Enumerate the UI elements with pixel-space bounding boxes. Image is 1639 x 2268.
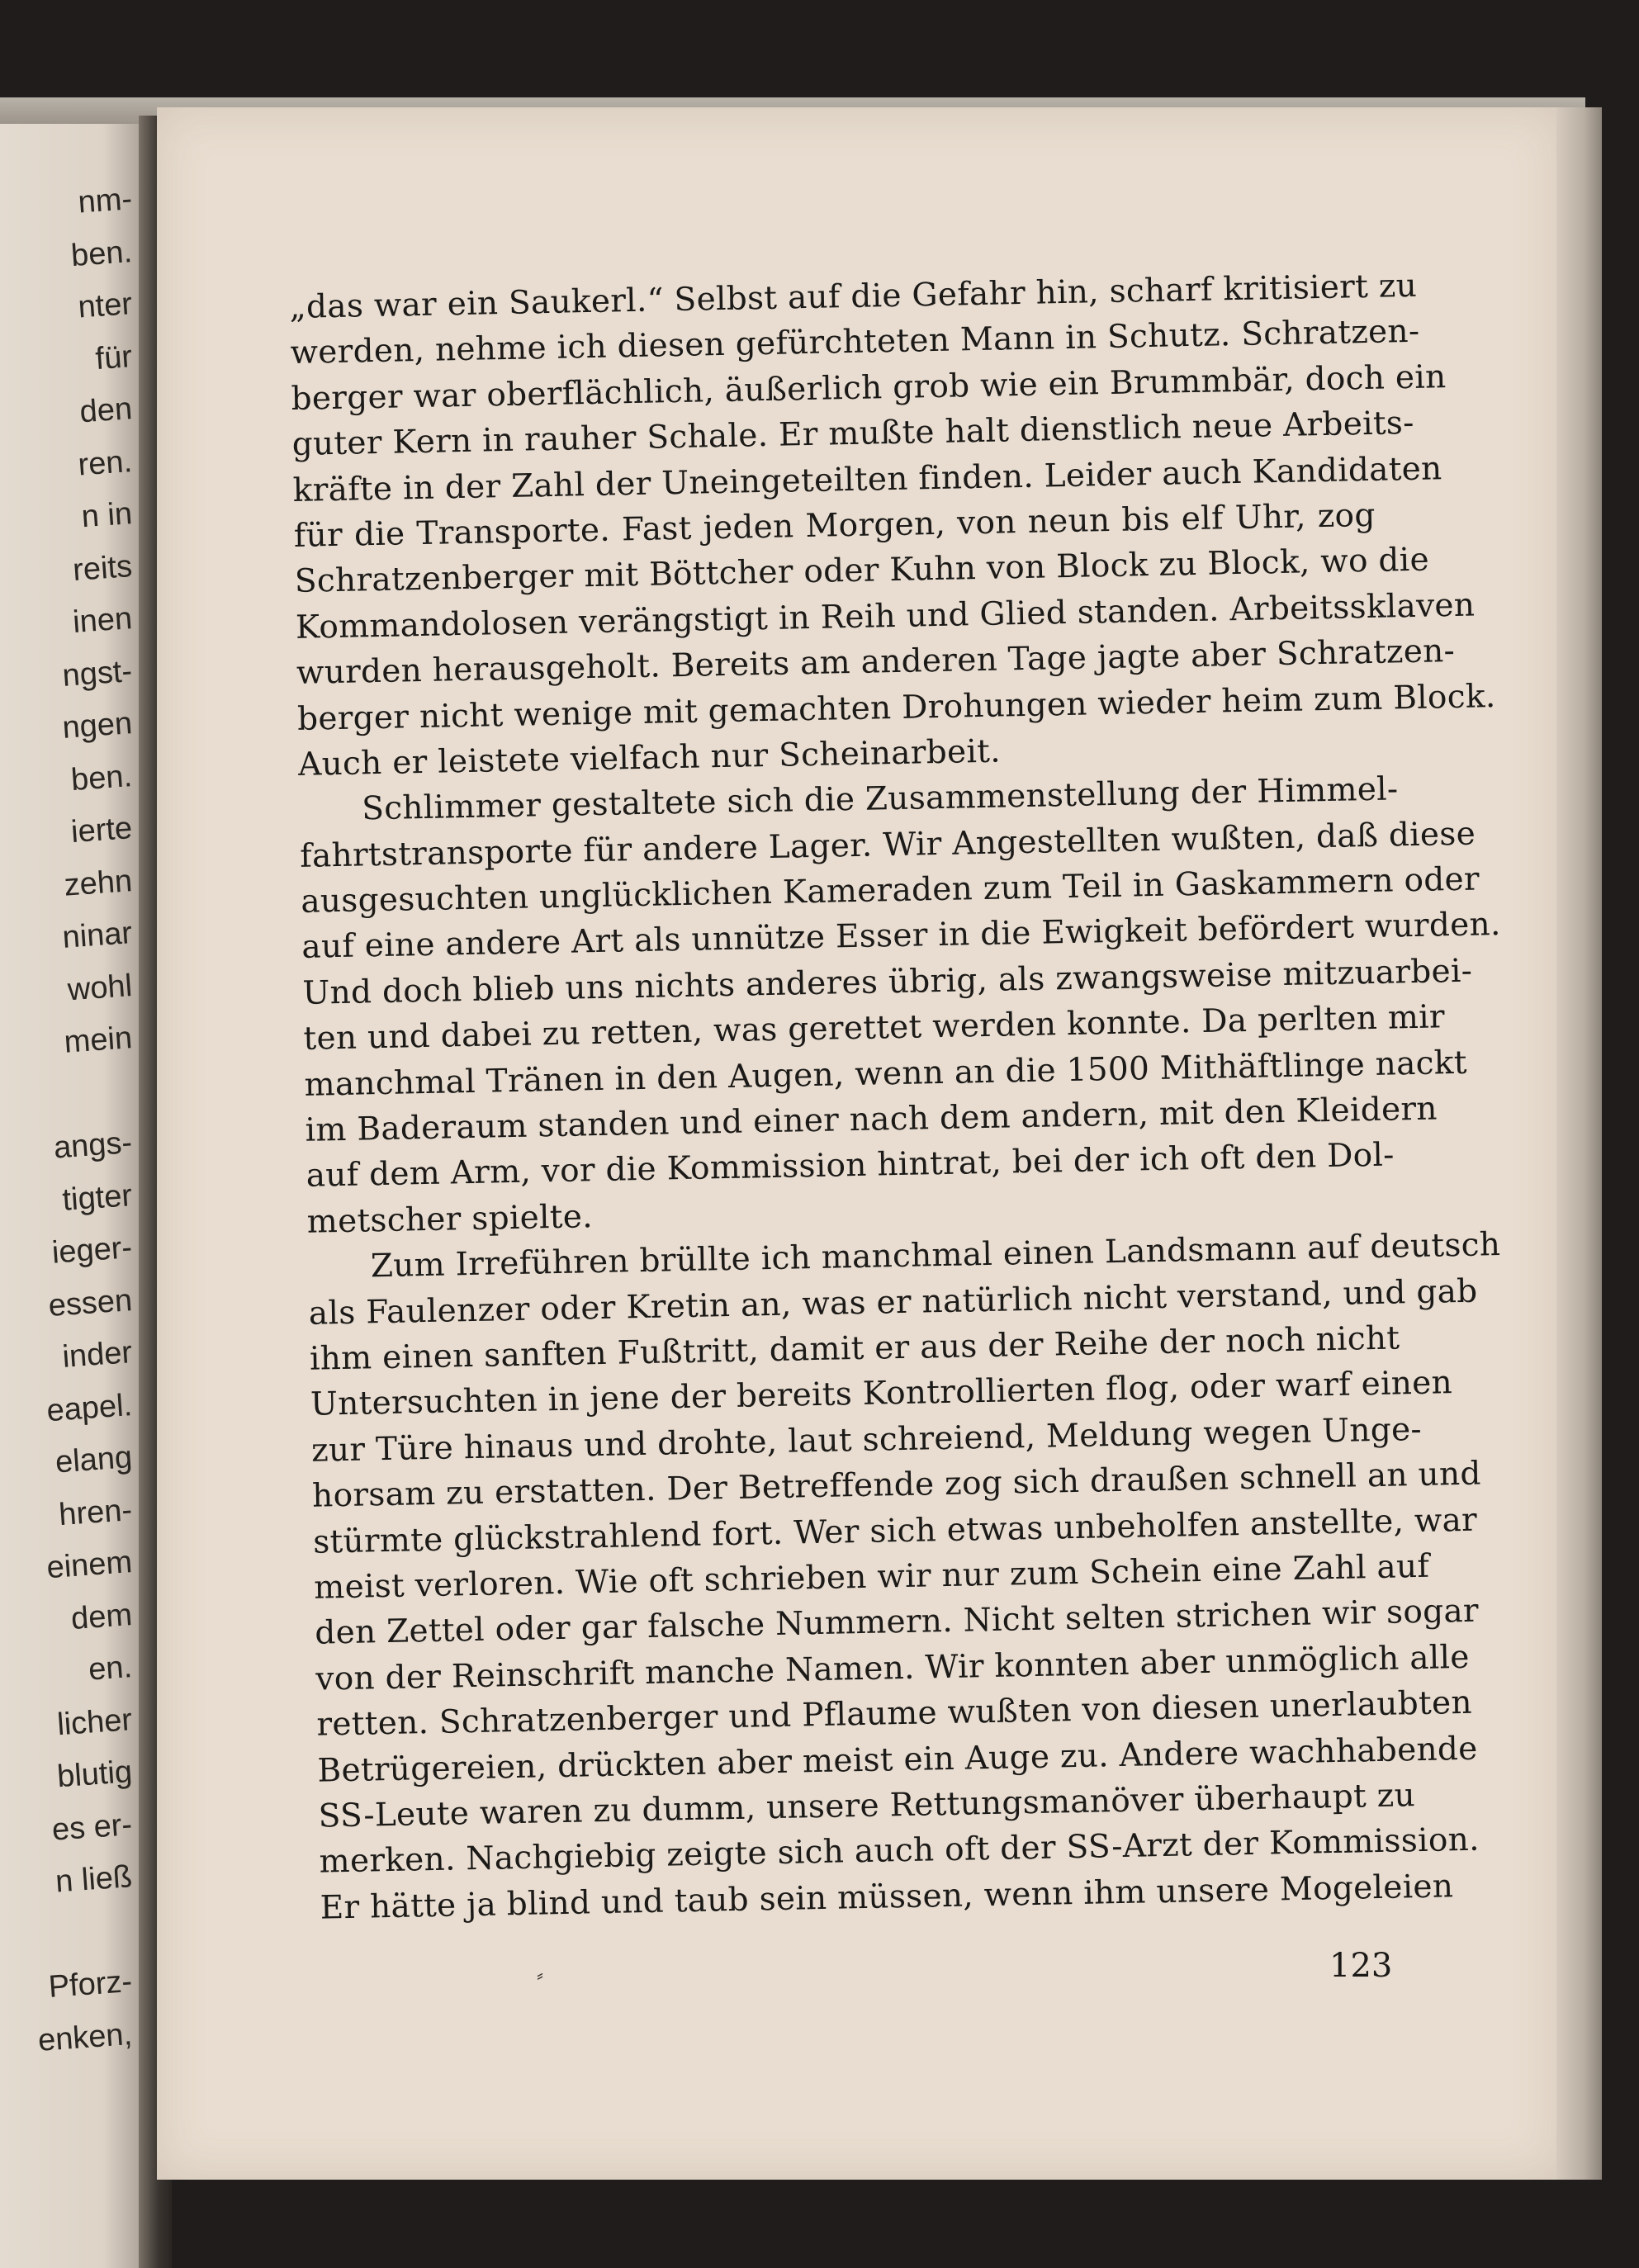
text-line: ausgesuchten unglücklichen Kameraden zum Teil in Gaskammern oder — [300, 860, 1480, 921]
text-line: Und doch blieb uns nichts anderes übrig, als zwangsweise mitzuarbei- — [302, 952, 1473, 1012]
text-line: meist verloren. Wie oft schrieben wir nur zum Schein eine Zahl auf — [313, 1547, 1430, 1607]
text-line: als Faulenzer oder Kretin an, was er natürlich nicht verstand, und gab — [308, 1272, 1478, 1333]
text-line: Kommandolosen verängstigt in Reih und Glied standen. Arbeitssklaven — [295, 586, 1476, 646]
text-line: Er hätte ja blind und taub sein müssen, wenn ihm unsere Mogeleien — [320, 1867, 1454, 1927]
text-line: kräfte in der Zahl der Uneingeteilten finden. Leider auch Kandidaten — [292, 449, 1442, 509]
left-page-text-fragment — [0, 1912, 132, 1921]
text-line: berger war oberflächlich, äußerlich grob wie ein Brummbär, doch ein — [291, 357, 1447, 418]
footer-mark: ⸗ — [537, 1963, 543, 1986]
left-page-text-fragment: reits — [71, 548, 134, 588]
text-line: retten. Schratzenberger und Pflaume wußten von diesen unerlaubten — [316, 1683, 1473, 1744]
text-line: SS-Leute waren zu dumm, unsere Rettungsmanöver überhaupt zu — [318, 1777, 1416, 1835]
left-page-text-fragment: tigter — [61, 1177, 134, 1218]
text-line: Auch er leistete vielfach nur Scheinarbeit. — [297, 732, 1002, 784]
left-page-text-fragment: licher — [55, 1702, 134, 1742]
left-page-text-fragment: mein — [63, 1020, 134, 1060]
left-page-text-fragment: n ließ — [54, 1859, 134, 1900]
left-facing-page — [0, 124, 147, 2268]
text-line: von der Reinschrift manche Namen. Wir konnten aber unmöglich alle — [315, 1638, 1471, 1698]
left-page-text-fragment: ieger- — [50, 1230, 134, 1271]
text-line: merken. Nachgiebig zeigte sich auch oft der SS-Arzt der Kommission. — [319, 1821, 1480, 1881]
text-line: metscher spielte. — [306, 1197, 594, 1241]
text-line: wurden herausgeholt. Bereits am anderen Tage jagte aber Schratzen- — [296, 632, 1456, 693]
text-line: guter Kern in rauher Schale. Er mußte halt dienstlich neue Arbeits- — [291, 405, 1415, 464]
text-line: „das war ein Saukerl.“ Selbst auf die Gefahr hin, scharf kritisiert zu — [289, 267, 1418, 326]
text-line: für die Transporte. Fast jeden Morgen, von neun bis elf Uhr, zog — [293, 496, 1376, 555]
text-line: auf eine andere Art als unnütze Esser in die Ewigkeit befördert wurden. — [301, 906, 1502, 967]
text-line: Zum Irreführen brüllte ich manchmal einen Landsmann auf deutsch — [370, 1226, 1501, 1286]
left-page-text-fragment: ierte — [69, 811, 134, 850]
left-page-text-fragment: ren. — [77, 443, 134, 483]
left-page-text-fragment: ngen — [61, 706, 134, 746]
text-line: fahrtstransporte für andere Lager. Wir Angestellten wußten, daß diese — [299, 815, 1476, 875]
page-edge — [1556, 107, 1602, 2180]
text-line: im Baderaum standen und einer nach dem andern, mit den Kleidern — [305, 1090, 1438, 1149]
text-line: Schlimmer gestaltete sich die Zusammenstellung der Himmel- — [361, 770, 1399, 828]
text-line: Untersuchten in jene der bereits Kontrollierten flog, oder warf einen — [310, 1364, 1453, 1424]
left-page-text-fragment: Pforz- — [47, 1964, 134, 2005]
text-line: Betrügereien, drückten aber meist ein Auge zu. Andere wachhabende — [317, 1730, 1478, 1790]
left-page-text-fragment: inder — [61, 1335, 134, 1375]
text-line: den Zettel oder gar falsche Nummern. Nicht selten strichen wir sogar — [314, 1592, 1480, 1653]
text-line: ihm einen sanften Fußtritt, damit er aus der Reihe der noch nicht — [309, 1319, 1400, 1378]
left-page-text-fragment: angs- — [52, 1125, 134, 1166]
left-page-text-fragment: nm- — [77, 182, 134, 220]
left-page-text-fragment: dem — [69, 1597, 134, 1636]
text-line: berger nicht wenige mit gemachten Drohungen wieder heim zum Block. — [296, 677, 1496, 738]
left-page-text-fragment: hren- — [57, 1492, 134, 1532]
left-page-text-fragment: en. — [87, 1650, 134, 1688]
text-line: Schratzenberger mit Böttcher oder Kuhn von Block zu Block, wo die — [294, 541, 1430, 601]
text-line: ten und dabei zu retten, was gerettet werden konnte. Da perlten mir — [303, 998, 1446, 1058]
left-page-text-fragment: ben. — [69, 234, 134, 273]
page-number: 123 — [1329, 1947, 1393, 1985]
text-line: auf dem Arm, vor die Kommission hintrat, bei der ich oft den Dol- — [306, 1136, 1395, 1196]
left-page-text-fragment: zehn — [63, 863, 134, 903]
left-page-text-fragment: es er- — [50, 1806, 134, 1848]
left-page-text-fragment: elang — [54, 1440, 134, 1480]
left-page-text-fragment: ngst- — [61, 653, 134, 694]
left-page-text-fragment: enken, — [36, 2016, 134, 2058]
left-page-text-fragment: ninar — [61, 916, 134, 955]
left-page-text-fragment: einem — [45, 1545, 134, 1586]
left-page-text-fragment — [0, 1073, 132, 1082]
left-page-text-fragment: ben. — [69, 758, 134, 798]
left-page-text-fragment: n in — [80, 496, 134, 535]
text-line: zur Türe hinaus und drohte, laut schreiend, Meldung wegen Unge- — [310, 1410, 1423, 1470]
page-body-text — [289, 264, 1502, 1931]
left-page-text-fragment: für — [94, 339, 134, 376]
text-line: horsam zu erstatten. Der Betreffende zog sich draußen schnell an und — [311, 1455, 1482, 1515]
left-page-text-fragment: den — [78, 391, 134, 430]
left-page-text-fragment: eapel. — [45, 1387, 134, 1428]
left-page-text-fragment: wohl — [66, 968, 134, 1007]
text-line: stürmte glückstrahlend fort. Wer sich etwas unbeholfen anstellte, war — [312, 1501, 1478, 1561]
left-page-text-fragment: inen — [71, 601, 134, 640]
left-page-text-fragment: blutig — [55, 1754, 134, 1795]
text-line: manchmal Tränen in den Augen, wenn an die 1500 Mithäftlinge nackt — [304, 1044, 1468, 1104]
left-page-text-fragment: nter — [77, 286, 134, 325]
text-line: werden, nehme ich diesen gefürchteten Mann in Schutz. Schratzen- — [290, 313, 1420, 372]
left-page-text-fragment: essen — [47, 1282, 134, 1323]
